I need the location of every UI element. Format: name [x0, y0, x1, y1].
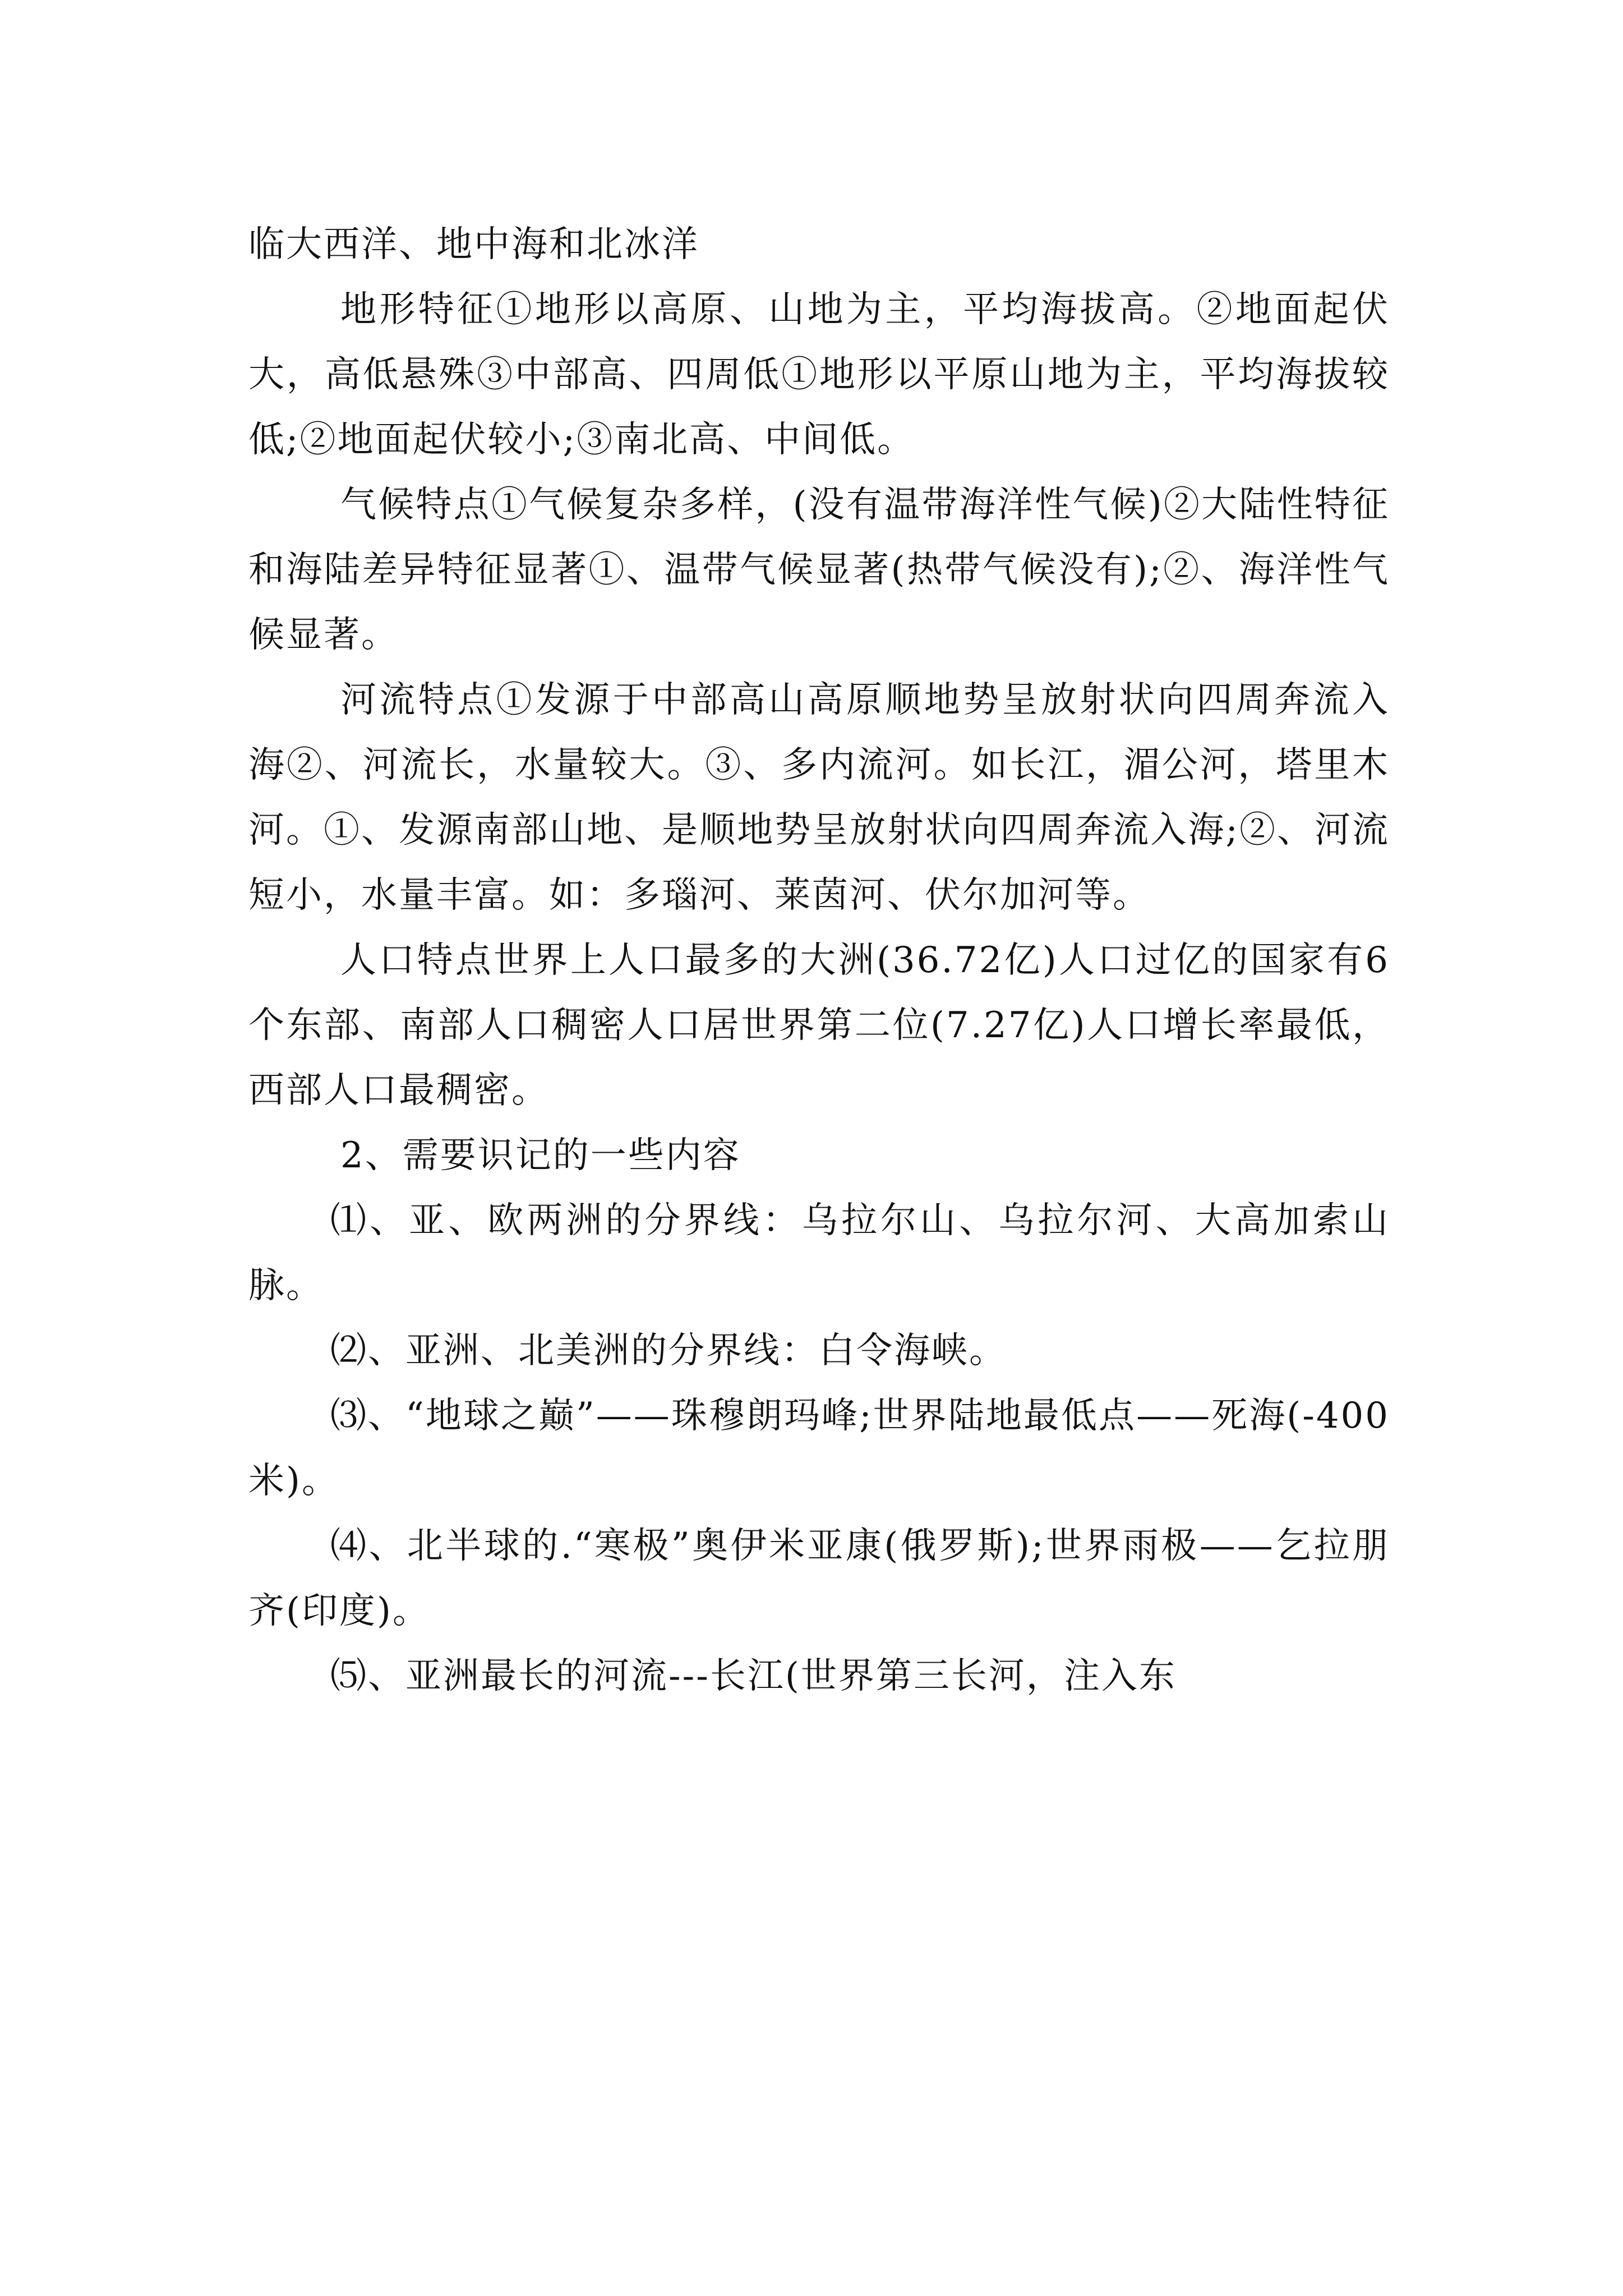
section-heading: 2、需要识记的一些内容: [340, 1135, 741, 1176]
document-body: [248, 212, 1390, 1709]
paragraph-climate: 气候特点①气候复杂多样，(没有温带海洋性气候)②大陆性特征和海陆差异特征显著①、温带气候显著(热带气候没有);②、海洋性气候显著。: [248, 484, 1390, 656]
paragraph-population: 人口特点世界上人口最多的大洲(36.72亿)人口过亿的国家有6个东部、南部人口稠密人口居世界第二位(7.27亿)人口增长率最低，西部人口最稠密。: [248, 940, 1390, 1111]
paragraph-continuation: 临大西洋、地中海和北冰洋: [248, 224, 699, 265]
list-item: ⑵、亚洲、北美洲的分界线：白令海峡。: [330, 1330, 1007, 1372]
paragraph-rivers: 河流特点①发源于中部高山高原顺地势呈放射状向四周奔流入海②、河流长，水量较大。③、多内流河。如长江，湄公河，塔里木河。①、发源南部山地、是顺地势呈放射状向四周奔流入海;②、河流短小，水量丰富。如：多瑙河、莱茵河、伏尔加河等。: [248, 679, 1390, 916]
list-item: ⑶、“地球之巅”——珠穆朗玛峰;世界陆地最低点——死海(-400米)。: [248, 1395, 1390, 1502]
list-item: ⑷、北半球的.“寒极”奥伊米亚康(俄罗斯);世界雨极——乞拉朋齐(印度)。: [248, 1525, 1390, 1632]
paragraph-terrain: 地形特征①地形以高原、山地为主，平均海拔高。②地面起伏大，高低悬殊③中部高、四周低①地形以平原山地为主，平均海拔较低;②地面起伏较小;③南北高、中间低。: [248, 289, 1390, 461]
list-item: ⑴、亚、欧两洲的分界线：乌拉尔山、乌拉尔河、大高加索山脉。: [248, 1200, 1390, 1306]
list-item: ⑸、亚洲最长的河流---长江(世界第三长河，注入东: [330, 1655, 1177, 1697]
